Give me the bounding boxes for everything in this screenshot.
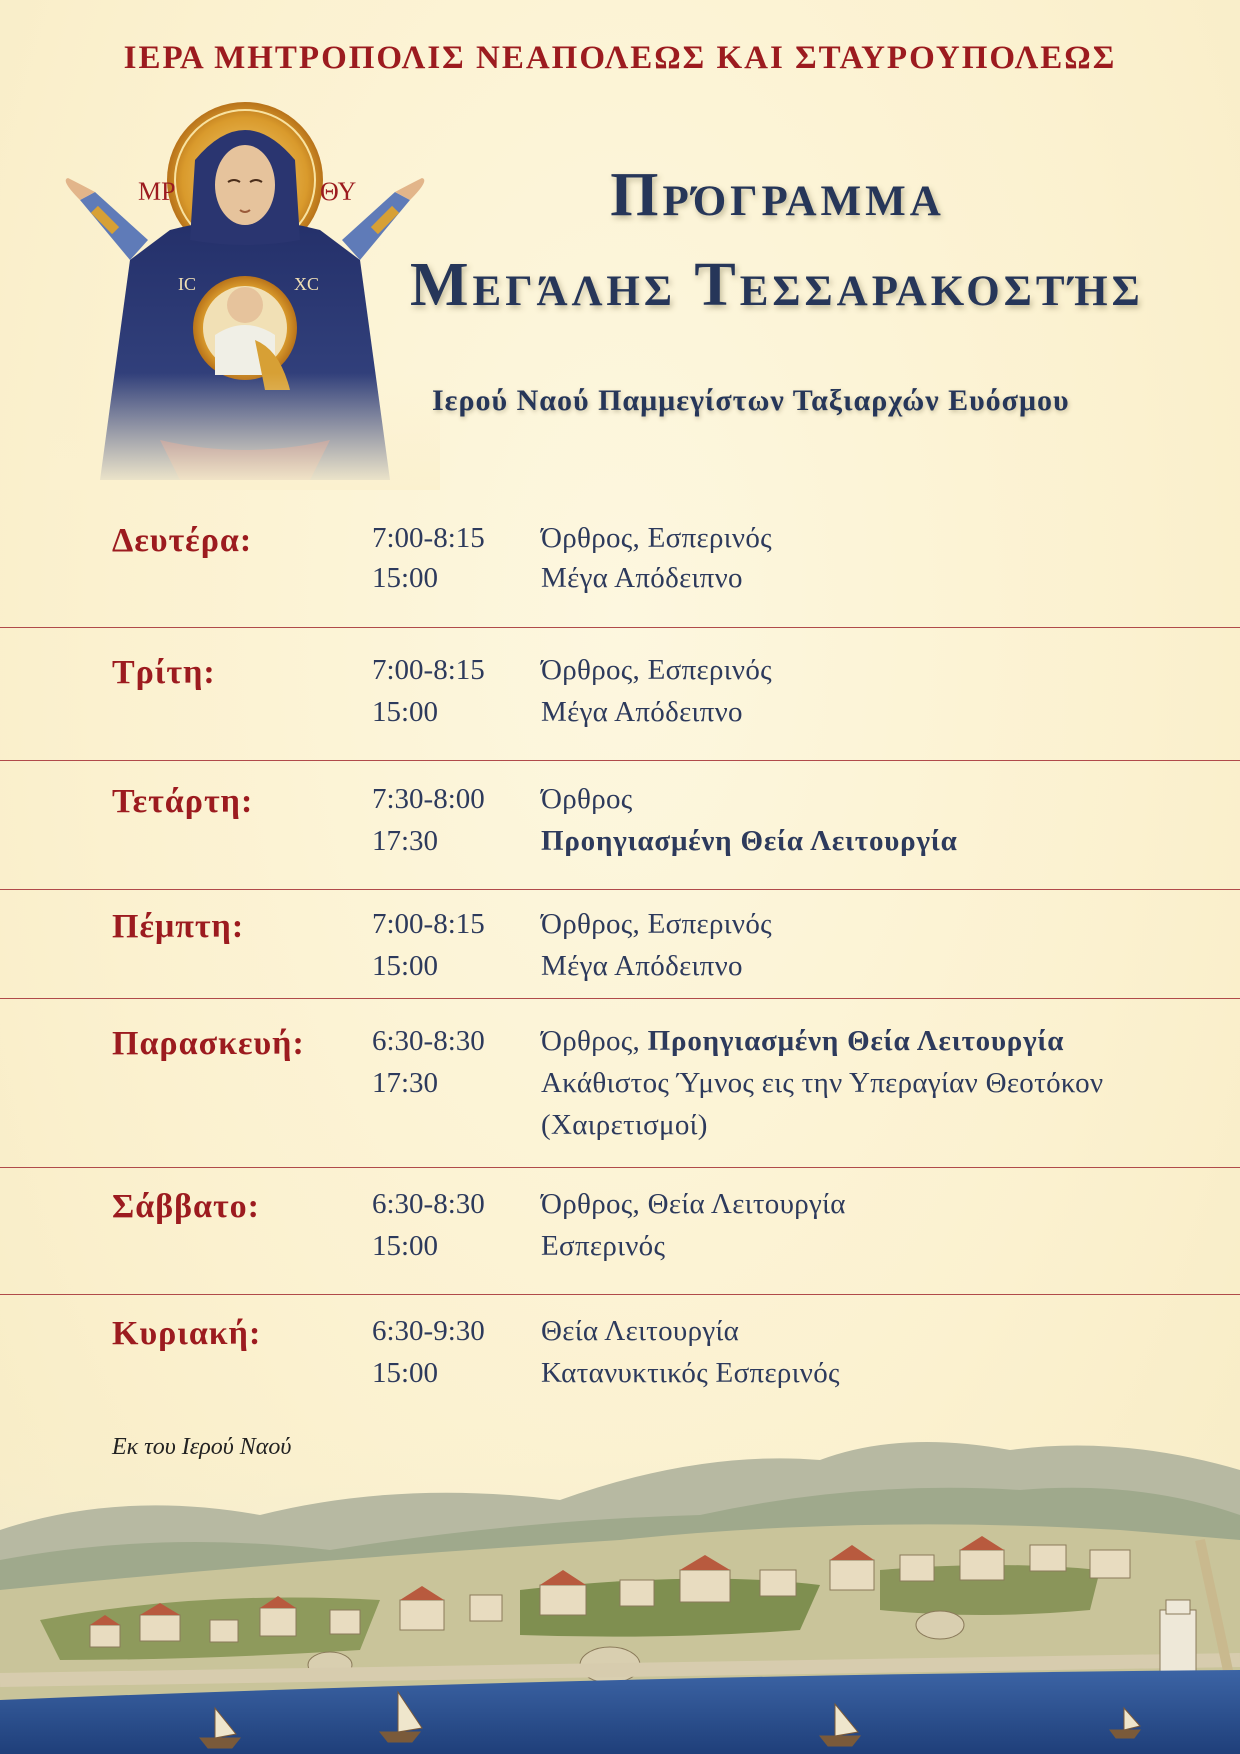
schedule-row-monday [0,520,1240,628]
subtitle: Ιερού Ναού Παμμεγίστων Ταξιαρχών Ευόσμου [432,384,1070,417]
day-label: Τετάρτη: [112,783,254,820]
time-value: 7:00-8:15 [372,654,485,686]
schedule-row-saturday [0,1168,1240,1295]
service-text-bold: Προηγιασμένη Θεία Λειτουργία [541,825,958,857]
time-value: 15:00 [372,562,439,594]
time-value: 15:00 [372,1357,439,1389]
time-value: 7:30-8:00 [372,783,485,815]
schedule-table [0,520,1240,1405]
theotokos-platytera-icon [50,100,440,490]
service-text: Μέγα Απόδειπνο [541,950,743,982]
schedule-row-tuesday [0,628,1240,761]
footer-note: Εκ του Ιερού Ναού [112,1434,292,1460]
day-label: Δευτέρα: [112,522,253,559]
time-value: 15:00 [372,696,439,728]
service-text: Όρθρος, Εσπερινός [541,654,772,686]
service-text: Όρθρος, Εσπερινός [541,522,772,554]
time-value: 17:30 [372,825,439,857]
schedule-row-sunday [0,1295,1240,1405]
schedule-row-wednesday [0,761,1240,890]
service-text: Όρθρος [541,783,633,815]
title-line-2: Μεγάλης Τεσσαρακοστής [410,251,1144,319]
day-label: Πέμπτη: [112,908,245,945]
service-text: Εσπερινός [541,1230,666,1262]
service-text: (Χαιρετισμοί) [541,1109,708,1141]
time-value: 15:00 [372,1230,439,1262]
title-line-1: Πρόγραμμα [610,161,945,229]
service-text: Μέγα Απόδειπνο [541,562,743,594]
schedule-row-thursday [0,890,1240,999]
service-text: Όρθρος, Προηγιασμένη Θεία Λειτουργία [541,1025,1065,1057]
time-value: 17:30 [372,1067,439,1099]
metropolis-heading: ΙΕΡΑ ΜΗΤΡΟΠΟΛΙΣ ΝΕΑΠΟΛΕΩΣ ΚΑΙ ΣΤΑΥΡΟΥΠΟΛΕΩΣ [123,40,1117,76]
time-value: 7:00-8:15 [372,908,485,940]
service-text: Όρθρος, Θεία Λειτουργία [541,1188,846,1220]
day-label: Τρίτη: [112,654,216,691]
day-label: Κυριακή: [112,1315,262,1352]
city-panorama-illustration [0,1420,1240,1754]
time-value: 6:30-8:30 [372,1188,485,1220]
service-text: Όρθρος, Εσπερινός [541,908,772,940]
service-text: Θεία Λειτουργία [541,1315,740,1347]
time-value: 6:30-9:30 [372,1315,485,1347]
service-text: Κατανυκτικός Εσπερινός [541,1357,840,1389]
service-text: Μέγα Απόδειπνο [541,696,743,728]
day-label: Παρασκευή: [112,1025,305,1062]
day-label: Σάββατο: [112,1188,261,1225]
time-value: 7:00-8:15 [372,522,485,554]
schedule-row-friday [0,999,1240,1168]
service-text: Ακάθιστος Ύμνος εις την Υπεραγίαν Θεοτόκον [541,1067,1104,1099]
time-value: 15:00 [372,950,439,982]
time-value: 6:30-8:30 [372,1025,485,1057]
